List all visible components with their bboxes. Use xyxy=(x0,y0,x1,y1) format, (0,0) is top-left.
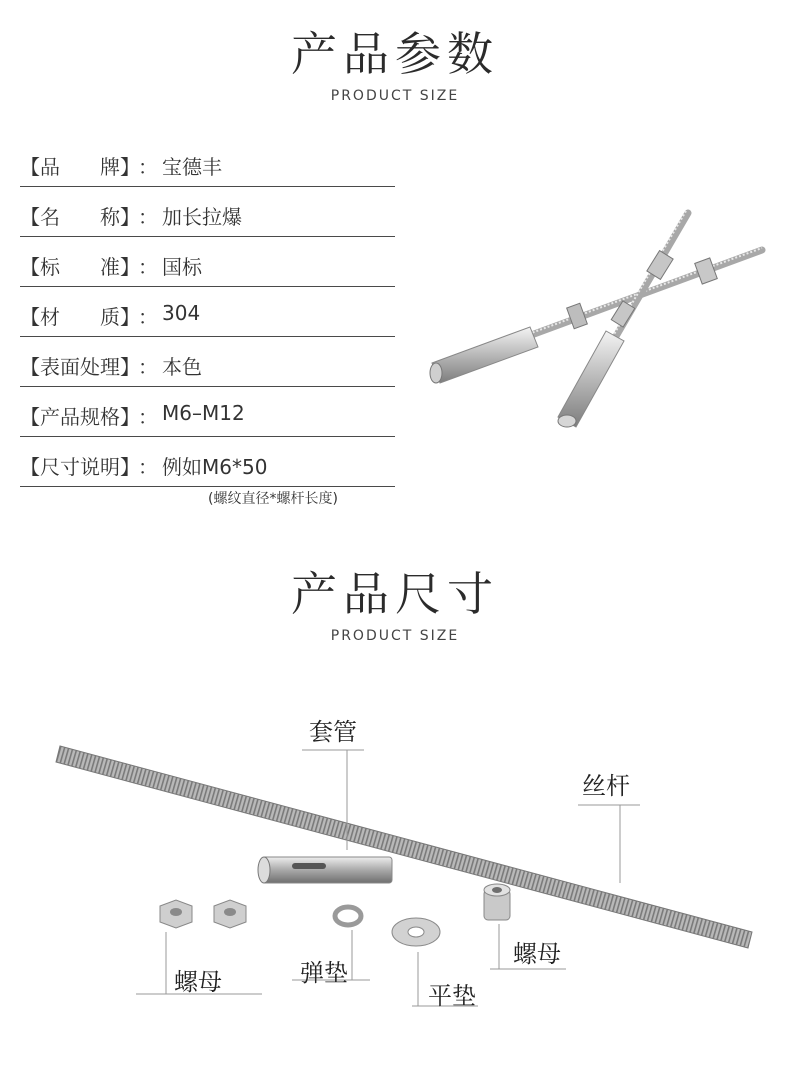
parts-diagram xyxy=(0,680,790,1076)
spec-label: 【材 质】 xyxy=(20,305,140,329)
spec-label: 【标 准】 xyxy=(20,255,140,279)
label-spring-washer: 弹垫 xyxy=(300,959,348,987)
nut-right xyxy=(484,884,510,920)
spec-row-name xyxy=(20,187,395,237)
nut-left-1 xyxy=(160,900,192,928)
spec-value: 304 xyxy=(162,301,201,325)
spec-sep: ： xyxy=(138,355,158,379)
spec-sep: ： xyxy=(138,205,158,229)
spec-label: 【产品规格】 xyxy=(20,405,140,429)
nut-left-2 xyxy=(214,900,246,928)
spec-label: 【名 称】 xyxy=(20,205,140,229)
spec-label: 【品 牌】 xyxy=(20,155,140,179)
label-rod: 丝杆 xyxy=(582,772,630,800)
bolts-photo xyxy=(410,195,780,445)
label-sleeve: 套管 xyxy=(309,718,357,746)
spec-value: 加长拉爆 xyxy=(162,205,242,229)
label-nut-left: 螺母 xyxy=(174,968,222,996)
spec-value: 国标 xyxy=(162,255,202,279)
spec-value: 本色 xyxy=(162,355,202,379)
spec-value: 宝德丰 xyxy=(162,155,222,179)
label-nut-right: 螺母 xyxy=(513,940,561,968)
spec-sep: ： xyxy=(138,455,158,479)
spec-sep: ： xyxy=(138,155,158,179)
label-flat-washer: 平垫 xyxy=(428,982,476,1010)
spec-value: M6–M12 xyxy=(162,401,245,425)
params-title: 产品参数 xyxy=(291,27,499,81)
size-subtitle: PRODUCT SIZE xyxy=(330,628,460,644)
spec-label: 【尺寸说明】 xyxy=(20,455,140,479)
size-title: 产品尺寸 xyxy=(291,567,499,621)
spec-row-standard xyxy=(20,237,395,287)
spec-row-spec xyxy=(20,387,395,437)
spec-sep: ： xyxy=(138,255,158,279)
spec-sep: ： xyxy=(138,305,158,329)
spec-value: 例如M6*50 xyxy=(162,455,268,479)
spring-washer xyxy=(335,907,361,925)
spec-row-finish xyxy=(20,337,395,387)
spec-sep: ： xyxy=(138,405,158,429)
spec-row-size xyxy=(20,437,395,487)
size-note: (螺纹直径*螺杆长度) xyxy=(208,491,338,507)
flat-washer xyxy=(392,918,440,946)
spec-row-brand xyxy=(20,137,395,187)
sleeve xyxy=(258,857,392,883)
spec-label: 【表面处理】 xyxy=(20,355,140,379)
params-subtitle: PRODUCT SIZE xyxy=(330,88,460,104)
spec-row-material xyxy=(20,287,395,337)
